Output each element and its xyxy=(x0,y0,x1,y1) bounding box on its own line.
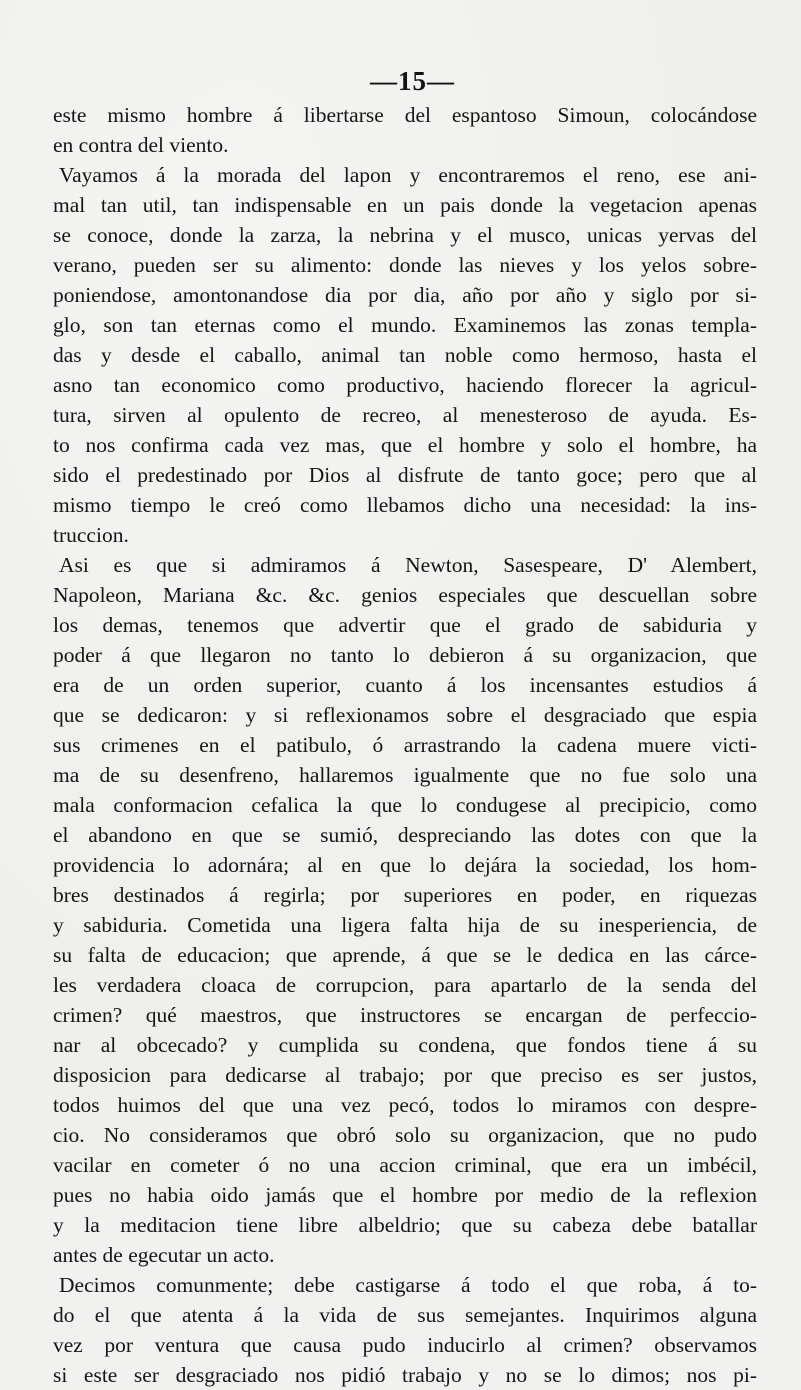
text-line: do el que atenta á la vida de sus semejantes. Inquirimos alguna xyxy=(53,1303,757,1327)
text-line: este mismo hombre á libertarse del espantoso Simoun, colocándose xyxy=(53,103,757,127)
text-line: les verdadera cloaca de corrupcion, para apartarlo de la senda del xyxy=(53,973,757,997)
page-number: —15— xyxy=(370,66,455,96)
text-line: vacilar en cometer ó no una accion criminal, que era un imbécil, xyxy=(53,1153,757,1177)
text-line: sus crimenes en el patibulo, ó arrastrando la cadena muere victi- xyxy=(53,733,757,757)
text-line: cio. No consideramos que obró solo su organizacion, que no pudo xyxy=(53,1123,757,1147)
text-line: era de un orden superior, cuanto á los incensantes estudios á xyxy=(53,673,757,697)
text-line: Napoleon, Mariana &c. &c. genios especiales que descuellan sobre xyxy=(53,583,757,607)
text-line: Asi es que si admiramos á Newton, Sasespeare, D' Alembert, xyxy=(59,553,757,577)
text-line: asno tan economico como productivo, haciendo florecer la agricul- xyxy=(53,373,757,397)
text-line: to nos confirma cada vez mas, que el hombre y solo el hombre, ha xyxy=(53,433,757,457)
text-line: mal tan util, tan indispensable en un pais donde la vegetacion apenas xyxy=(53,193,757,217)
text-line: disposicion para dedicarse al trabajo; por que preciso es ser justos, xyxy=(53,1063,757,1087)
text-line: antes de egecutar un acto. xyxy=(53,1243,275,1267)
text-line: poder á que llegaron no tanto lo debieron á su organizacion, que xyxy=(53,643,757,667)
text-line: Vayamos á la morada del lapon y encontraremos el reno, ese ani- xyxy=(59,163,757,187)
text-line: mala conformacion cefalica la que lo condugese al precipicio, como xyxy=(53,793,757,817)
text-line: das y desde el caballo, animal tan noble como hermoso, hasta el xyxy=(53,343,757,367)
text-line: pues no habia oido jamás que el hombre por medio de la reflexion xyxy=(53,1183,757,1207)
text-line: providencia lo adornára; al en que lo dejára la sociedad, los hom- xyxy=(53,853,757,877)
text-line: y la meditacion tiene libre albeldrio; que su cabeza debe batallar xyxy=(53,1213,757,1237)
text-line: los demas, tenemos que advertir que el grado de sabiduria y xyxy=(53,613,757,637)
text-line: si este ser desgraciado nos pidió trabajo y no se lo dimos; nos pi- xyxy=(53,1363,757,1387)
text-line: nar al obcecado? y cumplida su condena, que fondos tiene á su xyxy=(53,1033,757,1057)
text-line: Decimos comunmente; debe castigarse á todo el que roba, á to- xyxy=(59,1273,757,1297)
text-line: crimen? qué maestros, que instructores se encargan de perfeccio- xyxy=(53,1003,757,1027)
text-line: todos huimos del que una vez pecó, todos lo miramos con despre- xyxy=(53,1093,757,1117)
text-line: vez por ventura que causa pudo inducirlo al crimen? observamos xyxy=(53,1333,757,1357)
text-line: bres destinados á regirla; por superiores en poder, en riquezas xyxy=(53,883,757,907)
text-line: se conoce, donde la zarza, la nebrina y el musco, unicas yervas del xyxy=(53,223,757,247)
text-line: que se dedicaron: y si reflexionamos sobre el desgraciado que espia xyxy=(53,703,757,727)
text-line: tura, sirven al opulento de recreo, al menesteroso de ayuda. Es- xyxy=(53,403,757,427)
text-line: el abandono en que se sumió, despreciando las dotes con que la xyxy=(53,823,757,847)
text-line: verano, pueden ser su alimento: donde las nieves y los yelos sobre- xyxy=(53,253,757,277)
text-line: mismo tiempo le creó como llebamos dicho una necesidad: la ins- xyxy=(53,493,757,517)
text-line: sido el predestinado por Dios al disfrute de tanto goce; pero que al xyxy=(53,463,757,487)
text-line: en contra del viento. xyxy=(53,133,229,157)
text-line: glo, son tan eternas como el mundo. Examinemos las zonas templa- xyxy=(53,313,757,337)
text-line: truccion. xyxy=(53,523,129,547)
text-line: ma de su desenfreno, hallaremos igualmente que no fue solo una xyxy=(53,763,757,787)
body-text xyxy=(53,100,757,1390)
text-line: su falta de educacion; que aprende, á que se le dedica en las cárce- xyxy=(53,943,757,967)
text-line: poniendose, amontonandose dia por dia, año por año y siglo por si- xyxy=(53,283,757,307)
text-line: y sabiduria. Cometida una ligera falta hija de su inesperiencia, de xyxy=(53,913,757,937)
